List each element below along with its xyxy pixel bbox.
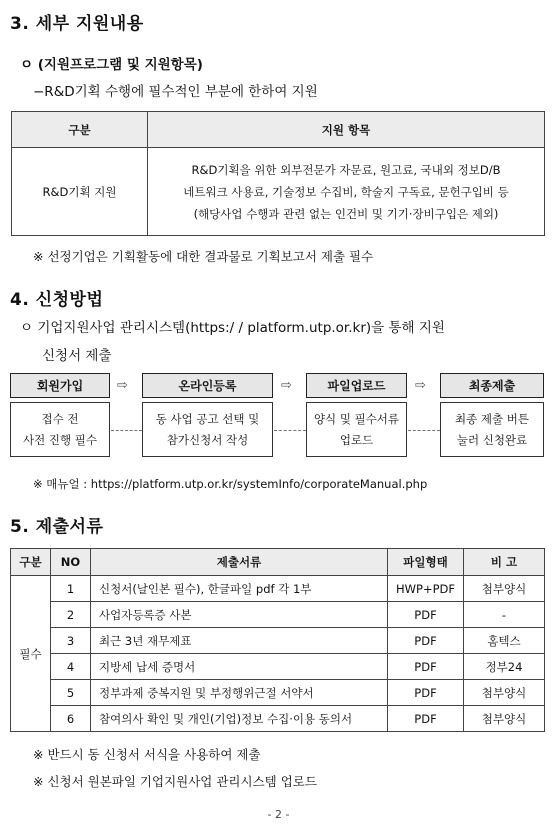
- step-3-title: 파일업로드: [306, 373, 407, 398]
- section-3-sub: −R&D기획 수행에 필수적인 부분에 한하여 지원: [33, 84, 318, 100]
- table-row: [11, 576, 545, 602]
- manual-link-note: ※ 매뉴얼 : https://platform.utp.or.kr/systemInfo/corporateManual.php: [33, 477, 428, 491]
- documents-header-doc: 제출서류: [91, 549, 388, 576]
- row-note: 홈텍스: [464, 628, 545, 654]
- support-table: [11, 111, 545, 236]
- row-note: -: [464, 602, 545, 628]
- step-2-title: 온라인등록: [142, 373, 273, 398]
- row-doc: 지방세 납세 증명서: [91, 654, 388, 680]
- row-no: 5: [51, 680, 91, 706]
- step-4-title: 최종제출: [440, 373, 544, 398]
- connector-line: [274, 430, 306, 431]
- row-no: 4: [51, 654, 91, 680]
- row-doc: 최근 3년 재무제표: [91, 628, 388, 654]
- section-5-title: 5. 제출서류: [10, 517, 104, 537]
- row-type: PDF: [388, 706, 464, 732]
- documents-header-no: NO: [51, 549, 91, 576]
- support-table-header-items: 지원 항목: [148, 112, 545, 148]
- support-table-header-category: 구분: [12, 112, 148, 148]
- page-number: - 2 -: [267, 808, 290, 821]
- row-type: PDF: [388, 654, 464, 680]
- row-doc: 사업자등록증 사본: [91, 602, 388, 628]
- documents-header-note: 비 고: [464, 549, 545, 576]
- arrow-icon: ⇨: [415, 378, 426, 393]
- step-4-body: 최종 제출 버튼 눌러 신청완료: [440, 402, 544, 457]
- documents-group: 필수: [11, 576, 51, 732]
- row-note: 첨부양식: [464, 576, 545, 602]
- support-table-items: R&D기획을 위한 외부전문가 자문료, 원고료, 국내외 정보D/B 네트워크 사용료, 기술정보 수집비, 학술지 구독료, 문헌구입비 등 (해당사업 수행과 관련 없는 인건비 및 기기·장비구입은 제외): [148, 148, 545, 236]
- documents-header-type: 파일형태: [388, 549, 464, 576]
- row-doc: 정부과제 중복지원 및 부정행위근절 서약서: [91, 680, 388, 706]
- row-no: 1: [51, 576, 91, 602]
- row-no: 3: [51, 628, 91, 654]
- section-3-note: ※ 선정기업은 기획활동에 대한 결과물로 기획보고서 제출 필수: [33, 249, 374, 264]
- arrow-icon: ⇨: [117, 378, 128, 393]
- section-4-title: 4. 신청방법: [10, 290, 104, 310]
- section-5-note-2: ※ 신청서 원본파일 기업지원사업 관리시스템 업로드: [33, 774, 317, 789]
- row-doc: 참여의사 확인 및 개인(기업)정보 수집·이용 동의서: [91, 706, 388, 732]
- section-4-bullet-line1: ㅇ 기업지원사업 관리시스템(https:/ / platform.utp.or.kr)을 통해 지원: [20, 320, 445, 336]
- row-type: PDF: [388, 628, 464, 654]
- table-row: [11, 706, 545, 732]
- connector-line: [111, 430, 142, 431]
- section-5-note-1: ※ 반드시 동 신청서 서식을 사용하여 제출: [33, 747, 261, 762]
- row-type: PDF: [388, 602, 464, 628]
- row-no: 6: [51, 706, 91, 732]
- documents-table: [10, 548, 545, 732]
- step-1-title: 회원가입: [10, 373, 110, 398]
- row-doc: 신청서(날인본 필수), 한글파일 pdf 각 1부: [91, 576, 388, 602]
- section-3-title: 3. 세부 지원내용: [10, 14, 144, 34]
- section-3-bullet: ㅇ (지원프로그램 및 지원항목): [20, 57, 203, 73]
- row-no: 2: [51, 602, 91, 628]
- step-1-body: 접수 전 사전 진행 필수: [10, 402, 110, 457]
- step-3-body: 양식 및 필수서류 업로드: [306, 402, 407, 457]
- row-note: 첨부양식: [464, 706, 545, 732]
- documents-header-category: 구분: [11, 549, 51, 576]
- table-row: [11, 654, 545, 680]
- arrow-icon: ⇨: [281, 378, 292, 393]
- connector-line: [408, 430, 440, 431]
- row-note: 첨부양식: [464, 680, 545, 706]
- row-type: HWP+PDF: [388, 576, 464, 602]
- step-2-body: 동 사업 공고 선택 및 참가신청서 작성: [142, 402, 273, 457]
- table-row: [11, 628, 545, 654]
- row-type: PDF: [388, 680, 464, 706]
- support-table-category: R&D기획 지원: [12, 148, 148, 236]
- section-4-bullet-line2: 신청서 제출: [42, 348, 112, 364]
- table-row: [11, 602, 545, 628]
- table-row: [11, 680, 545, 706]
- row-note: 정부24: [464, 654, 545, 680]
